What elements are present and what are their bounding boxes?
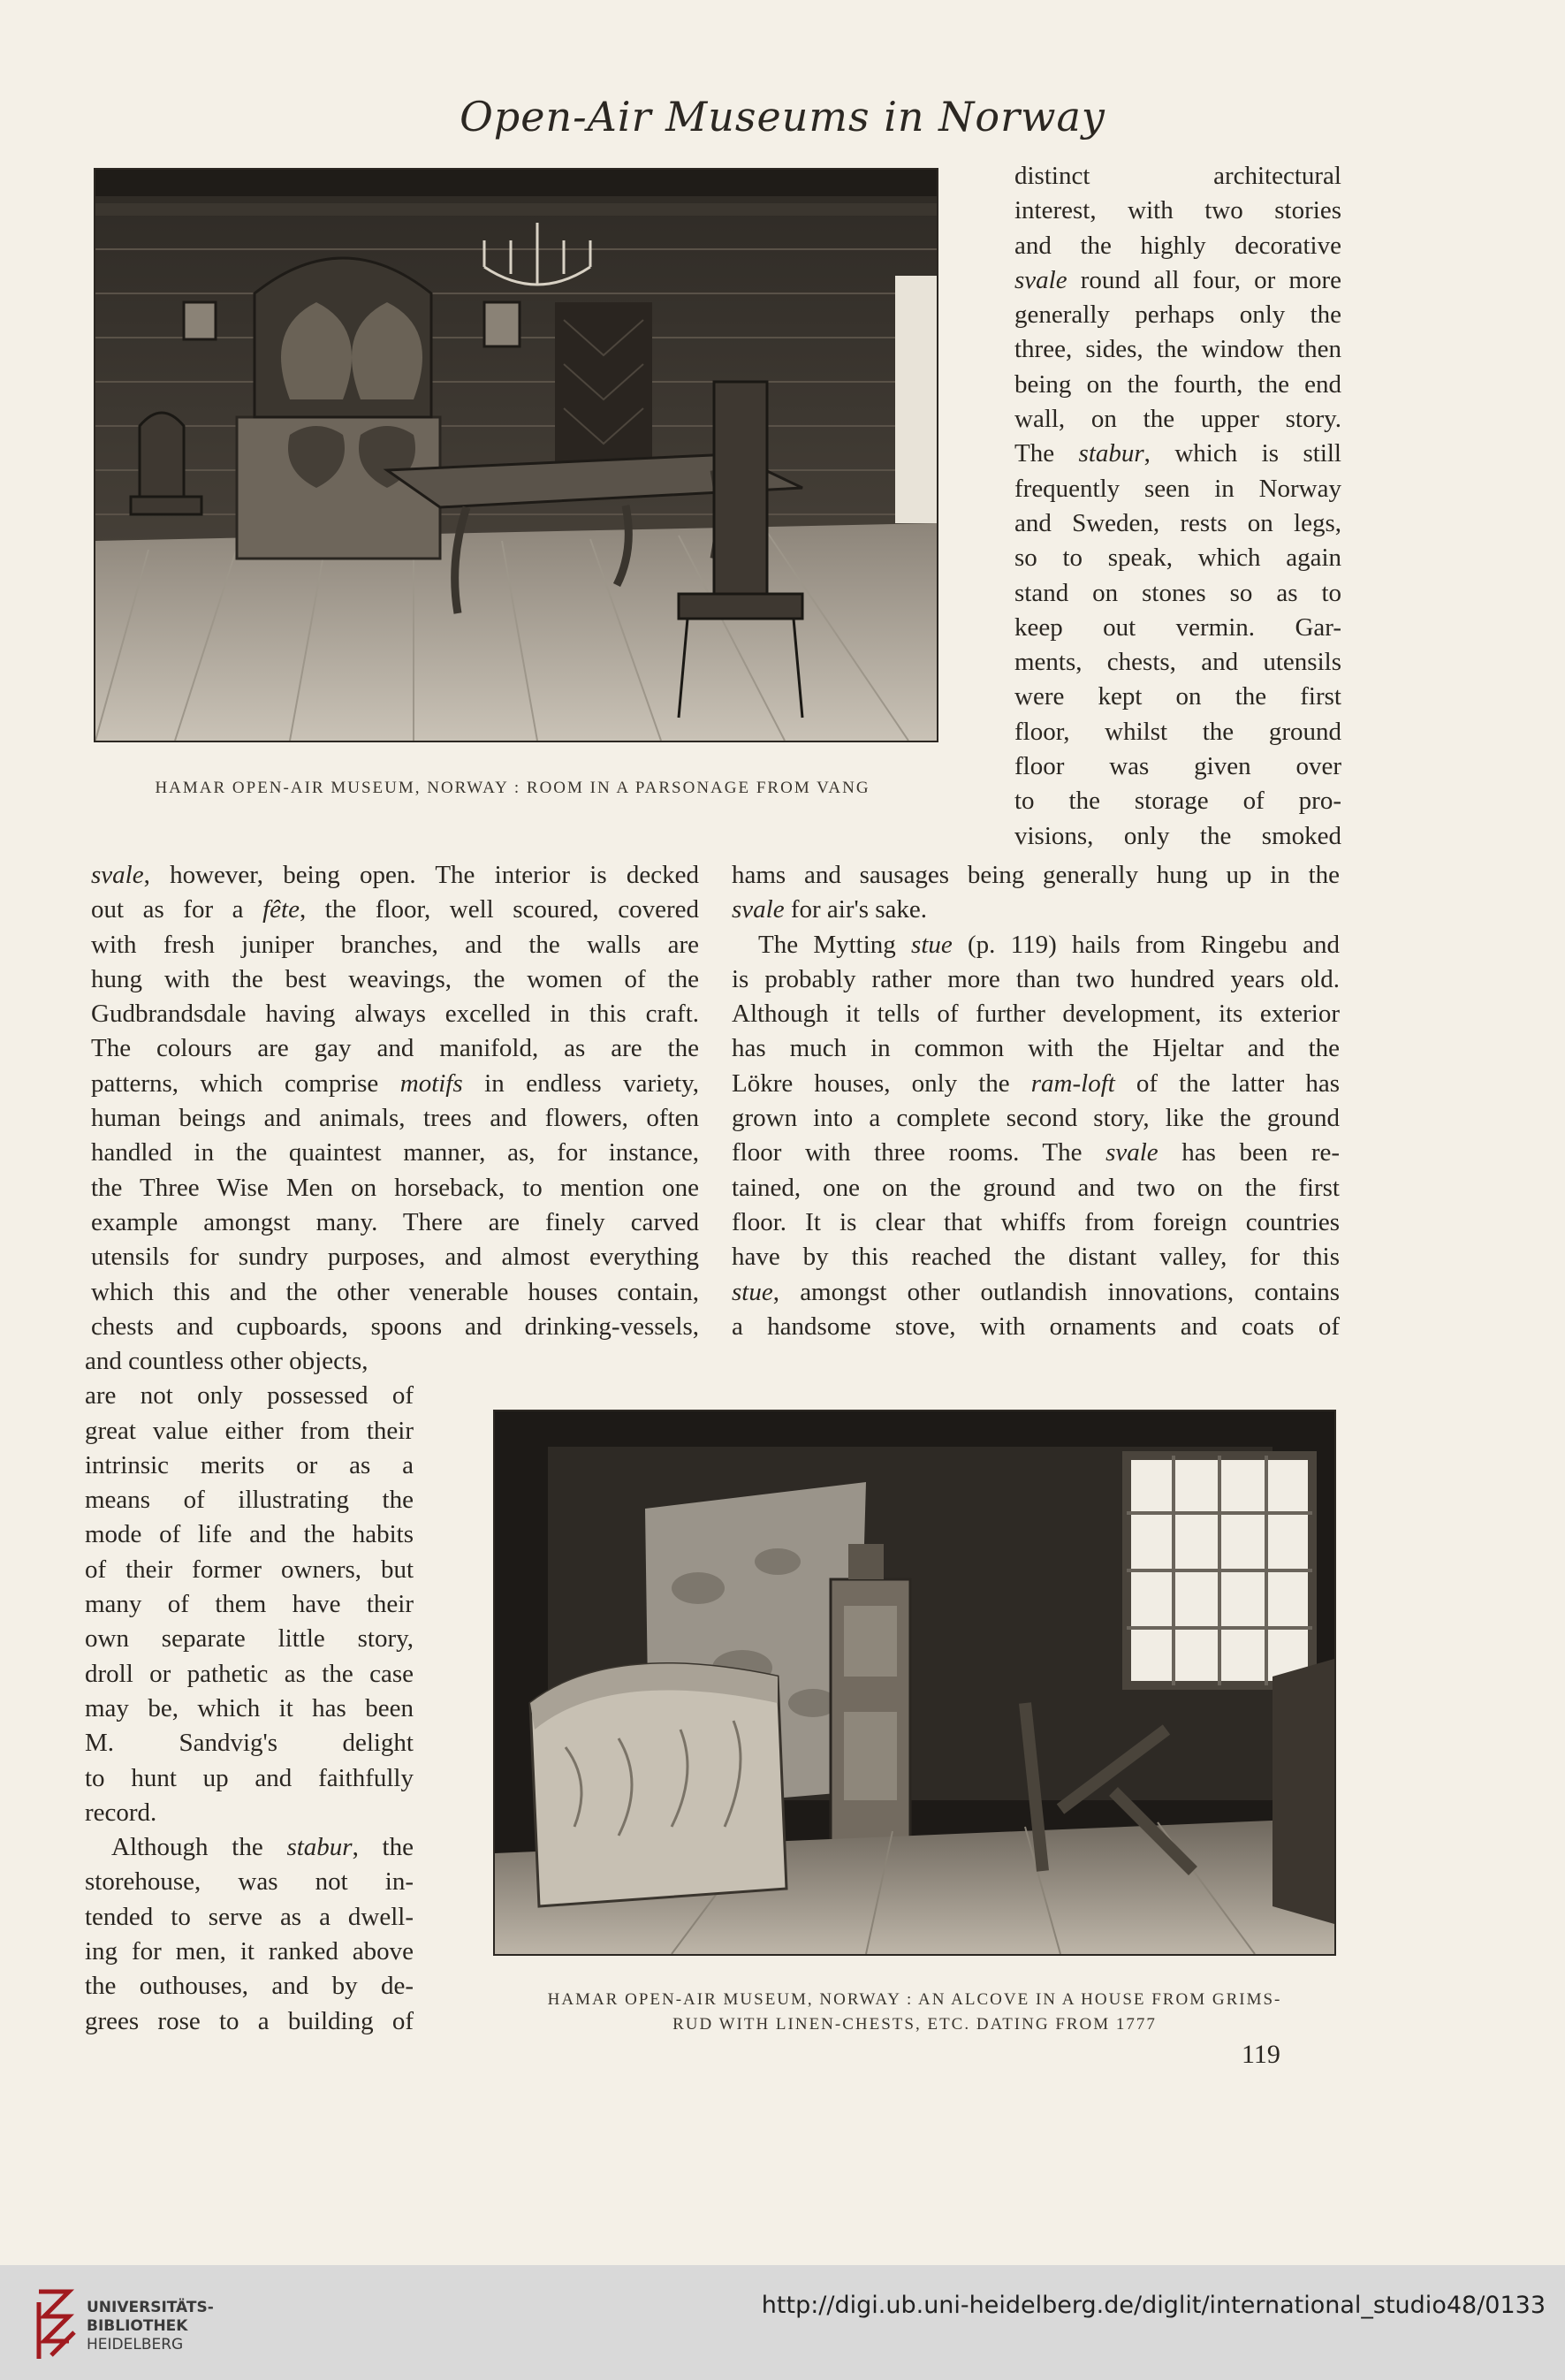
line: The stabur, which is still [1014,439,1341,468]
caption-top: HAMAR OPEN-AIR MUSEUM, NORWAY : ROOM IN A PARSONAGE FROM VANG [155,779,870,797]
line: interest, with two stories [1014,196,1341,225]
line: the outhouses, and by de- [85,1972,414,2001]
line: three, sides, the window then [1014,335,1341,364]
line: droll or pathetic as the case [85,1659,414,1688]
line: floor was given over [1014,752,1341,781]
line: patterns, which comprise motifs in endless variety, [91,1068,699,1098]
text-right-top [1014,159,1341,854]
library-name-line-3: HEIDELBERG [87,2336,184,2353]
caption-bottom [495,1988,1334,2037]
line: floor with three rooms. The svale has been re- [732,1138,1341,1167]
line: M. Sandvig's delight [85,1729,414,1758]
photo-parsonage-room [94,168,938,742]
line: were kept on the first [1014,682,1341,711]
line: The Mytting stue (p. 119) hails from Ringebu and [758,930,1340,959]
line: frequently seen in Norway [1014,474,1341,503]
line: being on the fourth, the end [1014,369,1341,399]
library-name-line-1: UNIVERSITÄTS- [87,2299,214,2316]
line: floor, whilst the ground [1014,717,1341,746]
line: with fresh juniper branches, and the walls are [91,930,699,959]
line: handled in the quaintest manner, as, for instance, [91,1138,699,1167]
line: have by this reached the distant valley, for this [732,1243,1340,1272]
library-name [87,2299,214,2354]
line: distinct architectural [1014,162,1341,190]
line: visions, only the smoked [1014,821,1341,850]
library-logo-icon [34,2285,80,2366]
line: has much in common with the Hjeltar and the [732,1034,1340,1063]
line: Lökre houses, only the ram-loft of the latter has [732,1068,1340,1098]
line: wall, on the upper story. [1014,405,1341,434]
line: stue, amongst other outlandish innovations, contains [732,1277,1340,1306]
line: the Three Wise Men on horseback, to mention one [91,1173,699,1202]
text-right-column [732,858,1340,1344]
line: svale round all four, or more [1014,265,1341,294]
text-left-column [91,858,699,1344]
line: and Sweden, rests on legs, [1014,508,1341,537]
line: generally perhaps only the [1014,300,1341,330]
text-left-narrow [85,1344,414,2039]
line: many of them have their [85,1590,414,1619]
line: Although it tells of further development, its exterior [732,1000,1340,1029]
line: chests and cupboards, spoons and drinking-vessels, [91,1312,699,1341]
line: intrinsic merits or as a [85,1450,414,1479]
caption-bottom-line-1: HAMAR OPEN-AIR MUSEUM, NORWAY : AN ALCOVE IN A HOUSE FROM GRIMS- [547,1990,1282,2009]
line: are not only possessed of [85,1381,414,1411]
line: which this and the other venerable houses contain, [91,1277,699,1306]
line: example amongst many. There are finely carved [91,1207,699,1236]
line: storehouse, was not in- [85,1867,414,1897]
permalink-url[interactable]: http://digi.ub.uni-heidelberg.de/diglit/international_studio48/0133 [761,2292,1546,2319]
line: utensils for sundry purposes, and almost everything [91,1243,699,1272]
line: ing for men, it ranked above [85,1937,414,1966]
running-head: Open-Air Museums in Norway [460,93,1105,141]
line: tained, one on the ground and two on the first [732,1173,1340,1202]
line: Although the stabur, the [111,1833,414,1862]
parsonage-room-illustration [95,170,937,741]
line: stand on stones so as to [1014,578,1341,607]
line: Gudbrandsdale having always excelled in this craft. [91,1000,699,1029]
line: and the highly decorative [1014,231,1341,260]
line: hams and sausages being generally hung up in the [732,861,1340,889]
page-number: 119 [1242,2040,1280,2069]
line: tended to serve as a dwell- [85,1902,414,1931]
line: may be, which it has been [85,1693,414,1722]
line: floor. It is clear that whiffs from foreign countries [732,1207,1340,1236]
line: svale for air's sake. [732,895,928,924]
line: keep out vermin. Gar- [1014,612,1341,642]
line: grees rose to a building of [85,2006,414,2035]
line: to hunt up and faithfully [85,1763,414,1792]
line: mode of life and the habits [85,1520,414,1549]
line: ments, chests, and utensils [1014,648,1341,677]
line: The colours are gay and manifold, as are the [91,1034,699,1063]
line: means of illustrating the [85,1486,414,1515]
line: human beings and animals, trees and flowers, often [91,1104,699,1133]
line: and countless other objects, [85,1347,368,1375]
line: is probably rather more than two hundred years old. [732,964,1340,993]
line: great value either from their [85,1416,414,1445]
library-name-line-2: BIBLIOTHEK [87,2317,188,2335]
line: grown into a complete second story, like the ground [732,1104,1340,1133]
line: so to speak, which again [1014,544,1341,573]
line: hung with the best weavings, the women of the [91,964,699,993]
photo-alcove-linen-chests [493,1410,1336,1956]
line: out as for a fête, the floor, well scoured, covered [91,895,699,924]
viewer-footer [0,2265,1565,2380]
line: own separate little story, [85,1624,414,1654]
alcove-illustration [495,1411,1334,1954]
line: to the storage of pro- [1014,787,1341,816]
line: svale, however, being open. The interior is decked [91,861,699,889]
line: a handsome stove, with ornaments and coats of [732,1312,1340,1341]
line: of their former owners, but [85,1555,414,1584]
caption-bottom-line-2: RUD WITH LINEN-CHESTS, ETC. DATING FROM 1777 [672,2015,1157,2034]
line: record. [85,1798,157,1827]
